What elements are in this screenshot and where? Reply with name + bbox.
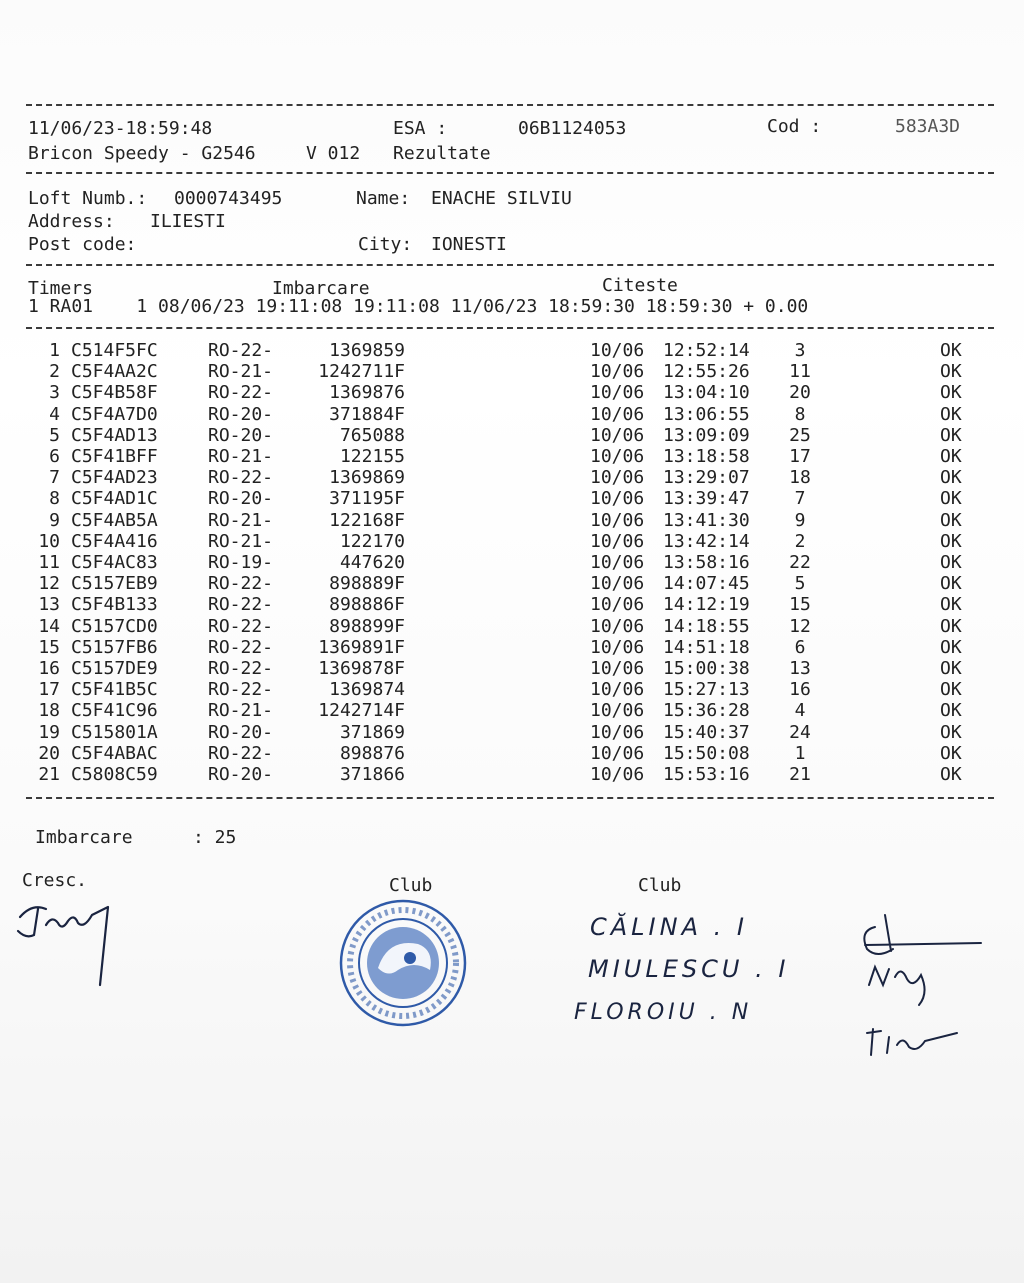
ring-number: 898899F	[329, 615, 405, 637]
version: V 012	[306, 143, 361, 164]
chip-id: C5F4ABAC	[71, 742, 158, 764]
post-code-label: Post code:	[28, 234, 137, 255]
placement: 9	[794, 509, 806, 531]
ring-prefix: RO-20-	[208, 403, 274, 425]
status: OK	[940, 446, 962, 467]
address-value: ILIESTI	[150, 211, 226, 232]
arrival-date: 10/06	[590, 658, 645, 679]
ring-prefix: RO-20-	[208, 721, 274, 743]
status: OK	[940, 552, 962, 573]
ring-number: 371884F	[329, 403, 405, 425]
arrival-date: 10/06	[590, 424, 645, 446]
placement: 3	[794, 340, 806, 361]
arrival-date: 10/06	[590, 340, 645, 361]
ring-prefix: RO-21-	[208, 530, 274, 552]
placement: 1	[794, 742, 806, 764]
ring-prefix: RO-22-	[208, 679, 274, 701]
chip-id: C5F4AD1C	[71, 488, 158, 510]
esa-value: 06B1124053	[518, 118, 627, 139]
status: OK	[940, 530, 962, 552]
placement: 13	[789, 658, 811, 679]
citeste-header: Citeste	[602, 275, 678, 296]
arrival-date: 10/06	[590, 636, 645, 658]
placement: 15	[789, 594, 811, 616]
arrival-date: 10/06	[590, 403, 645, 425]
ring-prefix: RO-22-	[208, 382, 274, 404]
placement: 18	[789, 467, 811, 489]
arrival-date: 10/06	[590, 573, 645, 595]
row-index: 3	[49, 382, 60, 404]
cod-value: 583A3D	[895, 116, 961, 137]
placement: 4	[794, 700, 806, 722]
arrival-time: 13:39:47	[663, 488, 750, 510]
ring-prefix: RO-22-	[208, 340, 274, 361]
handwritten-name-1: CĂLINA . I	[590, 913, 748, 941]
arrival-date: 10/06	[590, 700, 645, 722]
chip-id: C5F4AC83	[71, 552, 158, 573]
table-row	[0, 766, 1024, 787]
status: OK	[940, 488, 962, 510]
ring-prefix: RO-22-	[208, 594, 274, 616]
placement: 12	[789, 615, 811, 637]
chip-id: C5157DE9	[71, 658, 158, 679]
ring-prefix: RO-19-	[208, 552, 274, 573]
imbarcare-total-value: : 25	[193, 827, 237, 848]
club-label-left: Club	[389, 875, 433, 896]
ring-number: 1242711F	[318, 361, 405, 383]
loft-value: 0000743495	[174, 188, 283, 209]
status: OK	[940, 721, 962, 743]
row-index: 19	[38, 721, 60, 743]
ring-prefix: RO-21-	[208, 361, 274, 383]
club-member-signatures	[845, 905, 995, 1065]
table-row	[0, 721, 1024, 745]
row-index: 9	[49, 509, 60, 531]
arrival-date: 10/06	[590, 594, 645, 616]
ring-number: 1369859	[329, 340, 405, 361]
table-row	[0, 342, 1024, 363]
arrival-date: 10/06	[590, 509, 645, 531]
name-value: ENACHE SILVIU	[431, 188, 572, 209]
ring-prefix: RO-20-	[208, 488, 274, 510]
status: OK	[940, 340, 962, 361]
placement: 21	[789, 764, 811, 785]
status: OK	[940, 594, 962, 616]
chip-id: C5157FB6	[71, 636, 158, 658]
status: OK	[940, 615, 962, 637]
status: OK	[940, 764, 962, 785]
chip-id: C5F4B58F	[71, 382, 158, 404]
arrival-time: 14:18:55	[663, 615, 750, 637]
table-row	[0, 681, 1024, 702]
arrival-date: 10/06	[590, 764, 645, 785]
table-row	[0, 384, 1024, 405]
chip-id: C5F4B133	[71, 594, 158, 616]
ring-prefix: RO-21-	[208, 509, 274, 531]
row-index: 18	[38, 700, 60, 722]
chip-id: C5F41C96	[71, 700, 158, 722]
row-index: 15	[38, 636, 60, 658]
row-index: 13	[38, 594, 60, 616]
placement: 7	[794, 488, 806, 510]
arrival-time: 12:55:26	[663, 361, 750, 383]
city-label: City:	[358, 234, 413, 255]
row-index: 16	[38, 658, 60, 679]
chip-id: C515801A	[71, 721, 158, 743]
arrival-time: 12:52:14	[663, 340, 750, 361]
placement: 20	[789, 382, 811, 404]
cresc-label: Cresc.	[22, 870, 88, 891]
arrival-time: 15:36:28	[663, 700, 750, 722]
table-row	[0, 363, 1024, 384]
status: OK	[940, 403, 962, 425]
table-row	[0, 403, 1024, 427]
row-index: 7	[49, 467, 60, 489]
status: OK	[940, 636, 962, 658]
row-index: 1	[49, 340, 60, 361]
arrival-time: 15:40:37	[663, 721, 750, 743]
arrival-time: 15:27:13	[663, 679, 750, 701]
arrival-date: 10/06	[590, 742, 645, 764]
ring-number: 1369891F	[318, 636, 405, 658]
arrival-date: 10/06	[590, 552, 645, 573]
arrival-time: 13:09:09	[663, 424, 750, 446]
status: OK	[940, 424, 962, 446]
arrival-time: 15:00:38	[663, 658, 750, 679]
city-value: IONESTI	[431, 234, 507, 255]
row-index: 2	[49, 361, 60, 383]
ring-number: 447620	[339, 552, 405, 573]
row-index: 12	[38, 573, 60, 595]
ring-prefix: RO-21-	[208, 446, 274, 467]
ring-number: 1369878F	[318, 658, 405, 679]
ring-prefix: RO-22-	[208, 658, 274, 679]
arrival-date: 10/06	[590, 488, 645, 510]
arrival-time: 13:04:10	[663, 382, 750, 404]
placement: 6	[794, 636, 806, 658]
print-datetime: 11/06/23-18:59:48	[28, 118, 213, 139]
arrival-time: 13:41:30	[663, 509, 750, 531]
club-stamp-seal	[338, 898, 468, 1028]
status: OK	[940, 742, 962, 764]
chip-id: C5157CD0	[71, 615, 158, 637]
arrival-date: 10/06	[590, 721, 645, 743]
ring-number: 765088	[339, 424, 405, 446]
chip-id: C5F41BFF	[71, 446, 158, 467]
table-row	[0, 615, 1024, 639]
chip-id: C5808C59	[71, 764, 158, 785]
row-index: 14	[38, 615, 60, 637]
loft-label: Loft Numb.:	[28, 188, 148, 209]
row-index: 8	[49, 488, 60, 510]
ring-prefix: RO-22-	[208, 573, 274, 595]
ring-number: 898886F	[329, 594, 405, 616]
row-index: 6	[49, 446, 60, 467]
chip-id: C5F4A416	[71, 530, 158, 552]
status: OK	[940, 573, 962, 595]
placement: 25	[789, 424, 811, 446]
row-index: 17	[38, 679, 60, 701]
arrival-time: 13:18:58	[663, 446, 750, 467]
table-row	[0, 469, 1024, 490]
ring-prefix: RO-20-	[208, 424, 274, 446]
table-row	[0, 596, 1024, 617]
table-row	[0, 490, 1024, 511]
cod-label: Cod :	[767, 116, 822, 137]
ring-number: 1369874	[329, 679, 405, 701]
status: OK	[940, 467, 962, 489]
row-index: 4	[49, 403, 60, 425]
row-index: 20	[38, 742, 60, 764]
handwritten-name-2: MIULESCU . I	[588, 955, 790, 983]
arrival-time: 14:12:19	[663, 594, 750, 616]
status: OK	[940, 658, 962, 679]
table-row	[0, 660, 1024, 681]
report-mode: Rezultate	[393, 143, 491, 164]
arrival-time: 13:29:07	[663, 467, 750, 489]
status: OK	[940, 509, 962, 531]
table-row	[0, 575, 1024, 596]
placement: 22	[789, 552, 811, 573]
row-index: 5	[49, 424, 60, 446]
arrival-date: 10/06	[590, 361, 645, 383]
arrival-time: 14:51:18	[663, 636, 750, 658]
chip-id: C5F4AD13	[71, 424, 158, 446]
ring-number: 1369869	[329, 467, 405, 489]
ring-prefix: RO-22-	[208, 467, 274, 489]
placement: 16	[789, 679, 811, 701]
placement: 24	[789, 721, 811, 743]
placement: 5	[794, 573, 806, 595]
chip-id: C5F4AD23	[71, 467, 158, 489]
placement: 2	[794, 530, 806, 552]
ring-prefix: RO-22-	[208, 636, 274, 658]
arrival-date: 10/06	[590, 679, 645, 701]
arrival-date: 10/06	[590, 530, 645, 552]
placement: 8	[794, 403, 806, 425]
table-row	[0, 554, 1024, 575]
chip-id: C5F41B5C	[71, 679, 158, 701]
row-index: 10	[38, 530, 60, 552]
table-row	[0, 530, 1024, 554]
imbarcare-total-label: Imbarcare	[35, 827, 133, 848]
ring-number: 122170	[339, 530, 405, 552]
row-index: 21	[38, 764, 60, 785]
ring-number: 898889F	[329, 573, 405, 595]
table-row	[0, 636, 1024, 660]
table-row	[0, 424, 1024, 448]
ring-number: 1242714F	[318, 700, 405, 722]
arrival-date: 10/06	[590, 446, 645, 467]
ring-number: 371195F	[329, 488, 405, 510]
esa-label: ESA :	[393, 118, 448, 139]
arrival-time: 14:07:45	[663, 573, 750, 595]
table-row	[0, 742, 1024, 766]
arrival-time: 15:53:16	[663, 764, 750, 785]
breeder-signature	[12, 895, 122, 995]
status: OK	[940, 361, 962, 383]
chip-id: C5F4A7D0	[71, 403, 158, 425]
divider	[26, 797, 994, 799]
chip-id: C514F5FC	[71, 340, 158, 361]
arrival-time: 13:06:55	[663, 403, 750, 425]
ring-prefix: RO-22-	[208, 615, 274, 637]
row-index: 11	[38, 552, 60, 573]
handwritten-name-3: FLOROIU . N	[574, 1000, 753, 1025]
chip-id: C5F4AB5A	[71, 509, 158, 531]
ring-number: 122168F	[329, 509, 405, 531]
ring-prefix: RO-21-	[208, 700, 274, 722]
ring-number: 1369876	[329, 382, 405, 404]
status: OK	[940, 382, 962, 404]
status: OK	[940, 679, 962, 701]
arrival-date: 10/06	[590, 615, 645, 637]
table-row	[0, 702, 1024, 723]
imbarcare-header: Imbarcare	[272, 278, 370, 299]
placement: 11	[789, 361, 811, 383]
timer-line: 1 RA01 1 08/06/23 19:11:08 19:11:08 11/06/23 18:59:30 18:59:30 + 0.00	[28, 296, 809, 317]
ring-number: 371866	[339, 764, 405, 785]
ring-number: 898876	[339, 742, 405, 764]
ring-prefix: RO-22-	[208, 742, 274, 764]
arrival-date: 10/06	[590, 467, 645, 489]
chip-id: C5F4AA2C	[71, 361, 158, 383]
arrival-time: 13:58:16	[663, 552, 750, 573]
table-row	[0, 509, 1024, 533]
name-label: Name:	[356, 188, 411, 209]
arrival-time: 13:42:14	[663, 530, 750, 552]
club-label-right: Club	[638, 875, 682, 896]
device-name: Bricon Speedy - G2546	[28, 143, 256, 164]
address-label: Address:	[28, 211, 115, 232]
timers-header: Timers	[28, 278, 94, 299]
ring-number: 371869	[339, 721, 405, 743]
table-row	[0, 448, 1024, 469]
ring-prefix: RO-20-	[208, 764, 274, 785]
placement: 17	[789, 446, 811, 467]
ring-number: 122155	[339, 446, 405, 467]
status: OK	[940, 700, 962, 722]
chip-id: C5157EB9	[71, 573, 158, 595]
arrival-date: 10/06	[590, 382, 645, 404]
arrival-time: 15:50:08	[663, 742, 750, 764]
